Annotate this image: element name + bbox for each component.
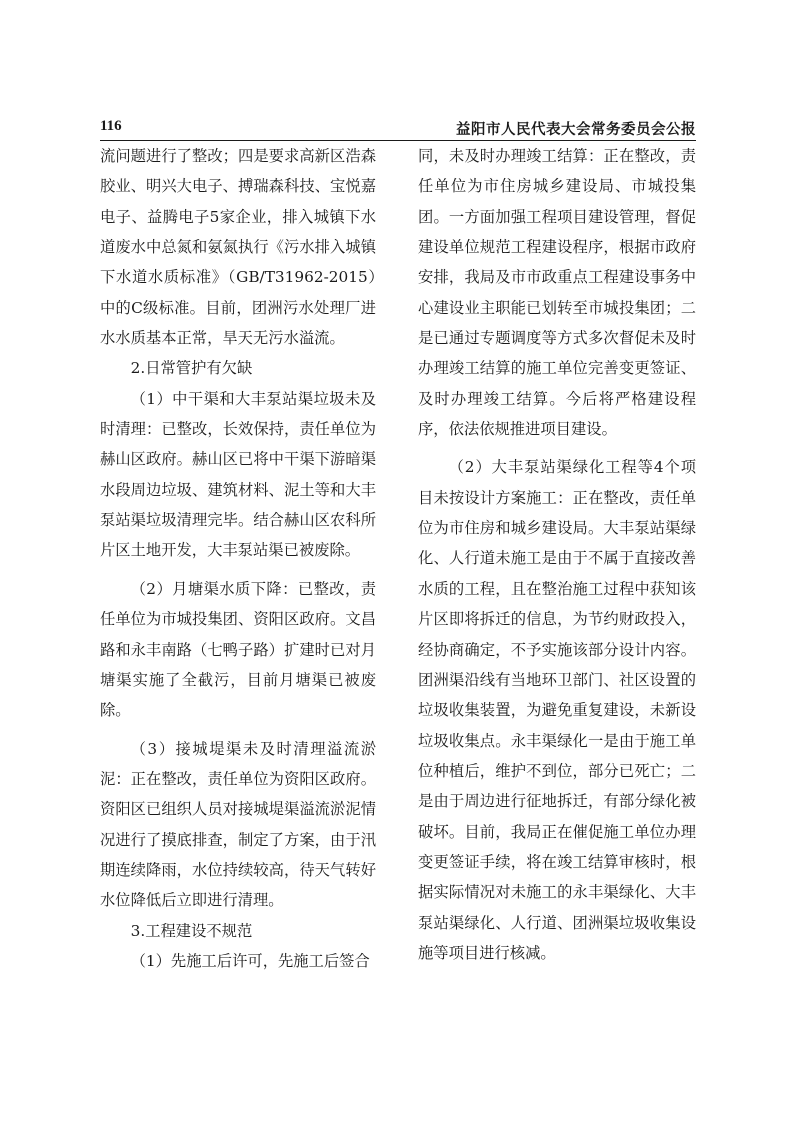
paragraph: （2）月塘渠水质下降：已整改，责任单位为市城投集团、资阳区政府。文昌路和永丰南路（七鸭子路）扩建时已对月塘渠实施了全截污，目前月塘渠已被废除。 <box>100 579 376 720</box>
page-number: 116 <box>100 118 122 134</box>
right-column <box>418 141 696 968</box>
section-heading: 2.日常管护有欠缺 <box>130 359 253 378</box>
journal-name: 益阳市人民代表大会常务委员会公报 <box>456 122 696 138</box>
paragraph: （2）大丰泵站渠绿化工程等4个项目未按设计方案施工：正在整改，责任单位为市住房和城乡建设局。大丰泵站渠绿化、人行道未施工是由于不属于直接改善水质的工程，且在整治施工过程中获知该片区即将拆迁的信息，为节约财政投入，经协商确定，不予实施该部分设计内容。团洲渠沿线有当地环卫部门、社区设置的垃圾收集装置，为避免重复建设，未新设垃圾收集点。永丰渠绿化一是由于施工单位种植后，维护不到位，部分已死亡；二是由于周边进行征地拆迁，有部分绿化被破坏。目前，我局正在催促施工单位办理变更签证手续，将在竣工结算审核时，根据实际情况对未施工的永丰渠绿化、大丰泵站渠绿化、人行道、团洲渠垃圾收集设施等项目进行核减。 <box>418 458 696 962</box>
paragraph: （3）接城堤渠未及时清理溢流淤泥：正在整改，责任单位为资阳区政府。资阳区已组织人员对接城堤渠溢流淤泥情况进行了摸底排查，制定了方案，由于汛期连续降雨，水位持续较高，待天气转好水位降低后立即进行清理。 <box>100 739 376 910</box>
paragraph: 流问题进行了整改；四是要求高新区浩森胶业、明兴大电子、搏瑞森科技、宝悦嘉电子、益腾电子5家企业，排入城镇下水道废水中总氮和氨氮执行《污水排入城镇下水道水质标准》（GB/T31962-2015）中的C级标准。目前，团洲污水处理厂进水水质基本正常，旱天无污水溢流。 <box>100 147 376 348</box>
paragraph: （1）中干渠和大丰泵站渠垃圾未及时清理：已整改，长效保持，责任单位为赫山区政府。赫山区已将中干渠下游暗渠水段周边垃圾、建筑材料、泥土等和大丰泵站渠垃圾清理完毕。结合赫山区农科所片区土地开发，大丰泵站渠已被废除。 <box>100 389 376 560</box>
left-column <box>100 141 376 976</box>
paragraph: （1）先施工后许可，先施工后签合 <box>130 951 370 970</box>
paragraph: 同，未及时办理竣工结算：正在整改，责任单位为市住房城乡建设局、市城投集团。一方面加强工程项目建设管理，督促建设单位规范工程建设程序，根据市政府安排，我局及市市政重点工程建设事务中心建设业主职能已划转至市城投集团；二是已通过专题调度等方式多次督促未及时办理竣工结算的施工单位完善变更签证、及时办理竣工结算。今后将严格建设程序，依法依规推进项目建设。 <box>418 147 696 439</box>
page-header <box>100 116 696 140</box>
section-heading: 3.工程建设不规范 <box>130 921 253 940</box>
